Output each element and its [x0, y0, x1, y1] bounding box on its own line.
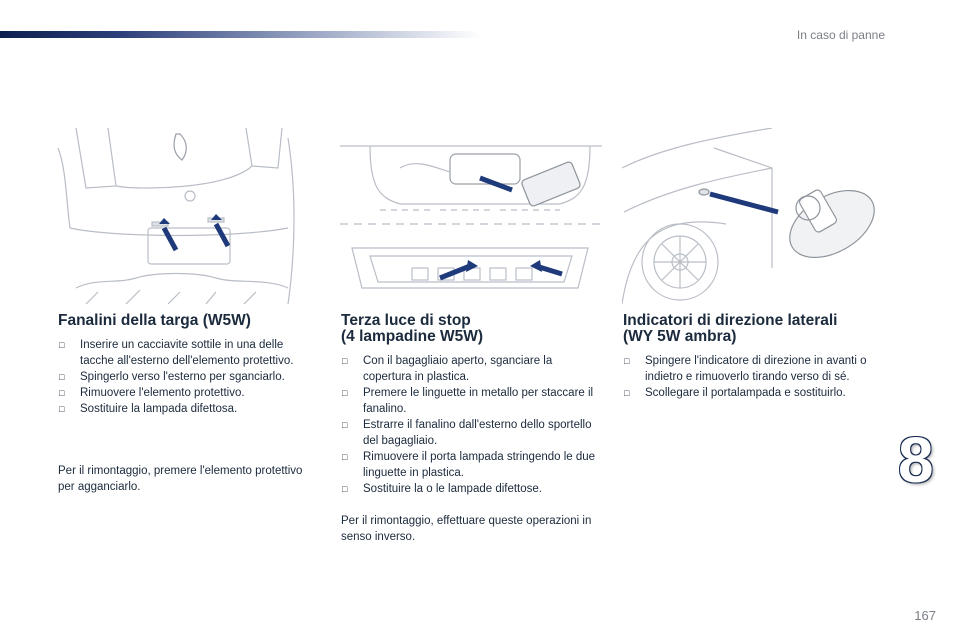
side-indicator-illustration [622, 128, 880, 304]
section-heading: Fanalini della targa (W5W) [58, 312, 251, 329]
header-accent-bar [0, 31, 480, 38]
side-indicators-section [623, 313, 885, 401]
step-item: □ Rimuovere il porta lampada stringendo le due linguette in plastica. [341, 449, 603, 481]
third-stop-lamp-illustration [340, 128, 602, 304]
third-stop-lamp-section [341, 313, 603, 545]
step-item: □ Estrarre il fanalino dall'esterno dello sportello del bagagliaio. [341, 417, 603, 449]
step-item: □ Rimuovere l'elemento protettivo. [58, 385, 308, 401]
step-item: □ Sostituire la lampada difettosa. [58, 401, 308, 417]
section-title: In caso di panne [796, 28, 885, 42]
step-item: □ Sostituire la o le lampade difettose. [341, 481, 603, 497]
step-item: □ Spingerlo verso l'esterno per sganciarlo. [58, 369, 308, 385]
step-item: □ Spingere l'indicatore di direzione in avanti o indietro e rimuoverlo tirando verso di sé. [623, 353, 885, 385]
section-heading: Terza luce di stop (4 lampadine W5W) [341, 312, 484, 345]
step-item: □ Premere le linguette in metallo per staccare il fanalino. [341, 385, 603, 417]
step-list [623, 353, 885, 401]
step-item: □ Scollegare il portalampada e sostituirlo. [623, 385, 885, 401]
license-plate-lamps-section [58, 313, 308, 495]
page-number: 167 [914, 608, 936, 623]
reassembly-note: Per il rimontaggio, effettuare queste operazioni in senso inverso. [341, 515, 592, 543]
section-heading: Indicatori di direzione laterali (WY 5W ambra) [623, 312, 838, 345]
step-item: □ Con il bagagliaio aperto, sganciare la copertura in plastica. [341, 353, 603, 385]
license-plate-lamp-illustration [56, 128, 300, 304]
step-list [58, 337, 308, 417]
chapter-number: 8 [898, 424, 934, 496]
reassembly-note: Per il rimontaggio, premere l'elemento protettivo per agganciarlo. [58, 465, 303, 493]
step-item: □ Inserire un cacciavite sottile in una delle tacche all'esterno dell'elemento protettivo. [58, 337, 308, 369]
step-list [341, 353, 603, 497]
